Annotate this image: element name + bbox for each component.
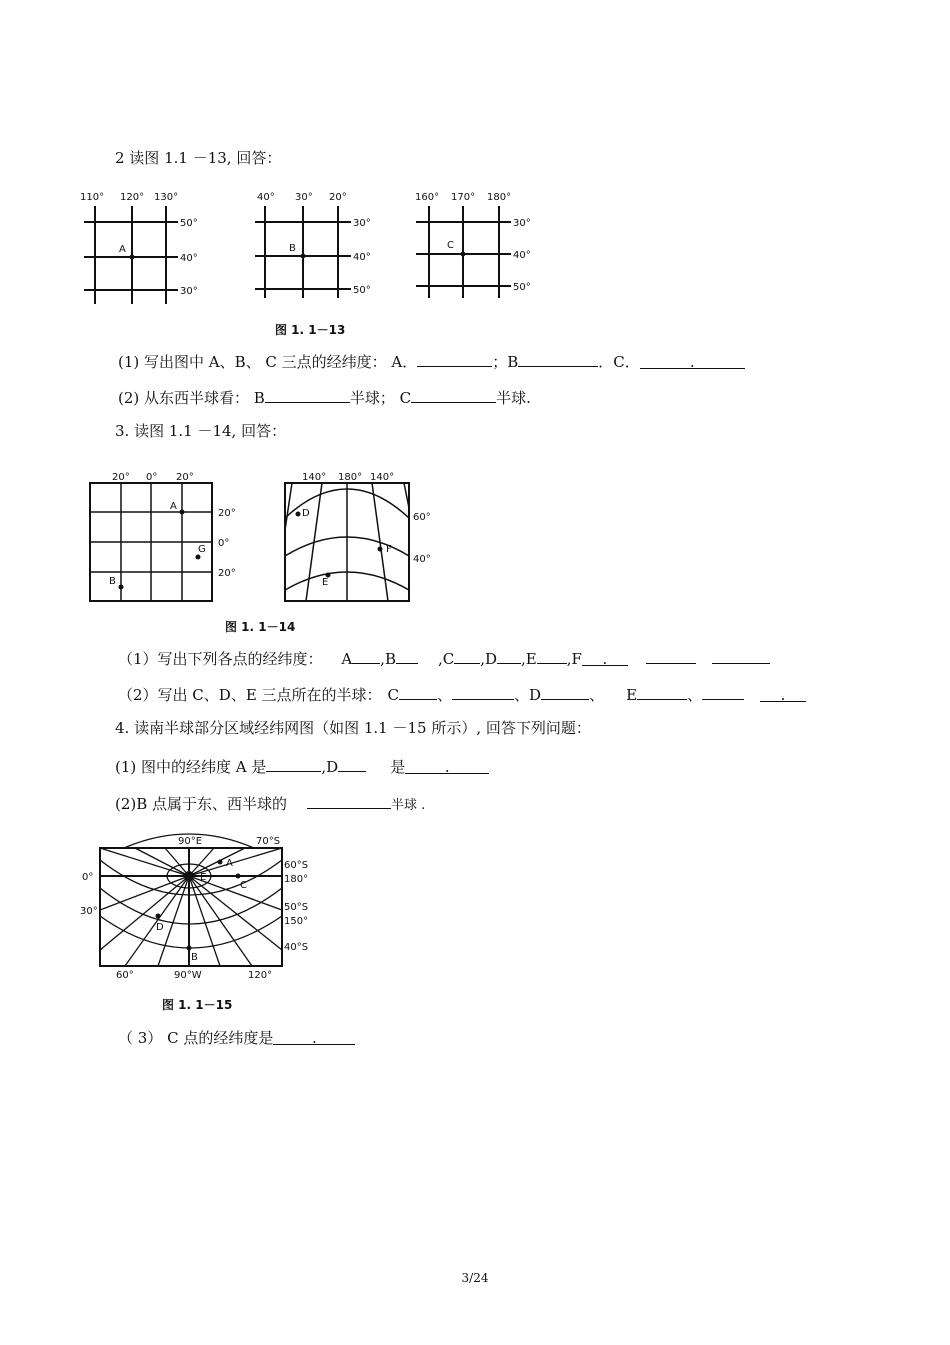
lat-label: 30°: [180, 286, 198, 297]
lat-label: 50°: [513, 282, 531, 293]
lat-label: 60°: [413, 512, 431, 523]
figure-1-1-15: [80, 830, 340, 990]
answer-blank[interactable]: [265, 386, 350, 403]
text: 半球； C: [349, 389, 412, 407]
lat-label: 0°: [218, 538, 230, 549]
right-label: 50°S: [284, 902, 309, 913]
lon-label: 130°: [154, 192, 179, 203]
point-label: B: [109, 576, 116, 587]
text: (1) 图中的经纬度 A 是: [115, 758, 267, 776]
answer-blank[interactable]: [760, 685, 806, 702]
left-label: 0°: [82, 872, 94, 883]
q4-sub3: [118, 1028, 355, 1048]
answer-blank[interactable]: [417, 350, 492, 367]
point-d: [296, 512, 301, 517]
answer-blank[interactable]: [396, 647, 418, 664]
text: （ 3） C 点的经纬度是: [118, 1029, 274, 1047]
answer-blank[interactable]: [637, 683, 687, 700]
right-label: 60°S: [284, 860, 309, 871]
answer-blank[interactable]: [518, 350, 598, 367]
point-label: B: [191, 952, 198, 963]
text: 半球 .: [391, 798, 426, 813]
answer-blank[interactable]: [541, 683, 589, 700]
answer-blank[interactable]: [452, 683, 514, 700]
point-b: [301, 254, 306, 259]
answer-blank[interactable]: [640, 352, 745, 369]
top-label: 90°E: [178, 836, 203, 847]
figure-caption: 图 1. 1－13: [275, 323, 346, 337]
text: A: [341, 650, 353, 668]
answer-blank[interactable]: [273, 1028, 355, 1045]
point-label: E: [322, 577, 329, 588]
lat-label: 40°: [513, 250, 531, 261]
figure-1-1-14-left: [88, 468, 258, 608]
page-number: 3/24: [461, 1271, 489, 1285]
point-f: [378, 547, 383, 552]
point-label: E: [200, 872, 207, 883]
point-label: C: [447, 240, 454, 251]
lat-label: 20°: [218, 508, 236, 519]
text: .: [444, 758, 450, 776]
text: ,F: [566, 650, 582, 668]
q2-sub1: [118, 350, 745, 372]
lon-label: 30°: [295, 192, 313, 203]
text: 半球.: [496, 389, 531, 407]
point-b: [119, 585, 124, 590]
lon-label: 180°: [338, 472, 363, 483]
bottom-label: 60°: [116, 970, 134, 981]
answer-blank[interactable]: [411, 386, 496, 403]
point-g: [196, 555, 201, 560]
point-c: [461, 252, 466, 257]
lat-label: 40°: [180, 253, 198, 264]
lon-label: 0°: [146, 472, 158, 483]
answer-blank[interactable]: [266, 755, 321, 772]
text: ；B: [492, 353, 519, 371]
lat-label: 40°: [413, 554, 431, 565]
lat-label: 30°: [513, 218, 531, 229]
q3-sub2: [118, 683, 806, 705]
lat-label: 50°: [180, 218, 198, 229]
text: .: [602, 650, 608, 668]
figure-1-1-14-right: [280, 468, 450, 608]
text: (2) 从东西半球看： B: [118, 389, 265, 407]
point-label: B: [289, 243, 296, 254]
lon-label: 140°: [302, 472, 327, 483]
text: (2)B 点属于东、西半球的: [115, 795, 288, 813]
lon-label: 170°: [451, 192, 476, 203]
answer-blank[interactable]: [405, 757, 489, 774]
answer-blank[interactable]: [537, 647, 567, 664]
point-label: D: [302, 508, 310, 519]
figure-1-1-13-c: [413, 186, 553, 306]
text: ,D: [321, 758, 339, 776]
text: E: [626, 686, 638, 704]
text: （2）写出 C、D、E 三点所在的半球：: [118, 686, 382, 704]
point-label: A: [226, 858, 233, 869]
point-label: A: [119, 244, 126, 255]
point-label: F: [386, 544, 392, 555]
answer-blank[interactable]: [338, 755, 366, 772]
answer-blank[interactable]: [454, 647, 480, 664]
answer-blank[interactable]: [352, 647, 380, 664]
pole-point: [184, 871, 194, 881]
figure-caption: 图 1. 1－15: [162, 998, 233, 1012]
q4-heading: 4. 读南半球部分区域经纬网图（如图 1.1 －15 所示）, 回答下列问题：: [115, 719, 591, 737]
answer-blank[interactable]: [497, 647, 521, 664]
point-a: [180, 510, 185, 515]
text: ,D: [480, 650, 498, 668]
q4-sub1: [115, 755, 489, 777]
answer-blank[interactable]: [702, 683, 744, 700]
lon-label: 110°: [80, 192, 105, 203]
lat-label: 20°: [218, 568, 236, 579]
right-label: 150°: [284, 916, 309, 927]
lat-label: 30°: [353, 218, 371, 229]
lon-label: 160°: [415, 192, 440, 203]
figure-1-1-13-a: [80, 186, 210, 306]
q4-sub2: [115, 792, 425, 816]
lon-label: 120°: [120, 192, 145, 203]
answer-blank[interactable]: [712, 647, 770, 664]
q2-heading: 2 读图 1.1 －13, 回答：: [115, 149, 282, 167]
point-label: C: [240, 880, 247, 891]
figure-caption: 图 1. 1－14: [225, 620, 296, 634]
point-a: [218, 860, 223, 865]
lat-label: 50°: [353, 285, 371, 296]
top-label: 70°S: [256, 836, 281, 847]
left-label: 30°: [80, 906, 98, 917]
text: （1）写出下列各点的经纬度：: [118, 650, 323, 668]
text: 是: [390, 758, 406, 776]
lon-label: 20°: [176, 472, 194, 483]
point-d: [156, 914, 161, 919]
bottom-label: 120°: [248, 970, 273, 981]
answer-blank[interactable]: [307, 792, 391, 809]
text: 、: [687, 686, 703, 704]
text: 、: [589, 686, 605, 704]
text: 、D: [514, 686, 542, 704]
text: .: [689, 353, 695, 371]
lon-label: 20°: [112, 472, 130, 483]
text: ,B: [380, 650, 396, 668]
point-a: [130, 255, 135, 260]
point-c: [236, 874, 241, 879]
answer-blank[interactable]: [646, 647, 696, 664]
lon-label: 140°: [370, 472, 395, 483]
text: ,C: [437, 650, 455, 668]
point-label: D: [156, 922, 164, 933]
text: ,E: [521, 650, 537, 668]
answer-blank[interactable]: [399, 683, 437, 700]
q2-sub2: [118, 386, 531, 408]
lon-label: 40°: [257, 192, 275, 203]
point-label: G: [198, 544, 206, 555]
right-label: 180°: [284, 874, 309, 885]
point-b: [187, 946, 192, 951]
text: C: [387, 686, 400, 704]
text: 、: [437, 686, 453, 704]
text: .: [311, 1029, 317, 1047]
text: .: [780, 686, 786, 704]
answer-blank[interactable]: [582, 649, 628, 666]
lat-label: 40°: [353, 252, 371, 263]
right-label: 40°S: [284, 942, 309, 953]
point-label: A: [170, 501, 177, 512]
q3-heading: 3. 读图 1.1 －14, 回答：: [115, 422, 287, 440]
text: (1) 写出图中 A、B、 C 三点的经纬度： A．: [118, 353, 418, 371]
bottom-label: 90°W: [174, 970, 202, 981]
lon-label: 20°: [329, 192, 347, 203]
q3-sub1: [118, 647, 770, 669]
lon-label: 180°: [487, 192, 512, 203]
figure-1-1-13-b: [255, 186, 385, 306]
text: ．C．: [598, 353, 640, 371]
